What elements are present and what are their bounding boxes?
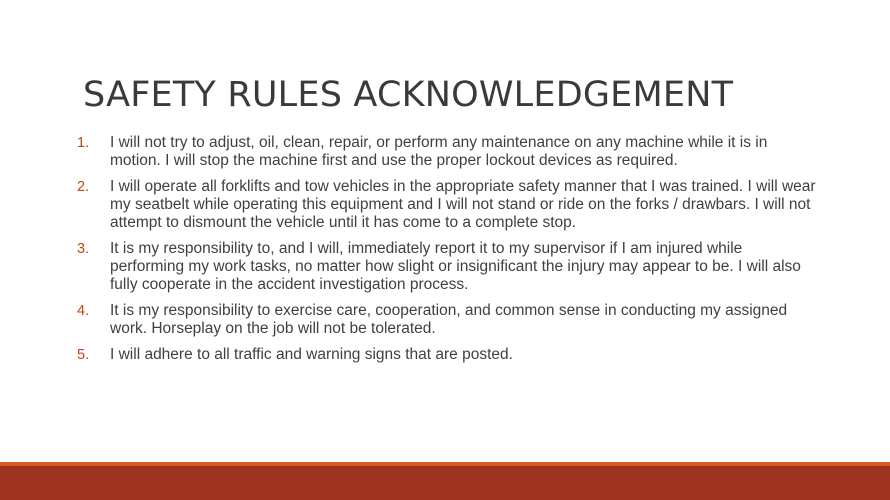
- footer-band: [0, 466, 890, 500]
- rule-number: 2.: [77, 179, 90, 195]
- rule-text: I will not try to adjust, oil, clean, repair, or perform any maintenance on any machine while it is in motion. I will stop the machine first and use the proper lockout devices as required.: [110, 134, 768, 169]
- rule-number: 5.: [77, 347, 90, 363]
- rule-number: 4.: [77, 303, 90, 319]
- rule-text: It is my responsibility to, and I will, immediately report it to my supervisor if I am injured while performing my work tasks, no matter how slight or insignificant the injury may appear to be. I will also fully cooperate in the accident investigation process.: [110, 240, 801, 293]
- rule-item-3: [77, 240, 817, 294]
- rule-item-5: [77, 346, 817, 364]
- rule-number: 1.: [77, 135, 90, 151]
- rule-text: I will operate all forklifts and tow vehicles in the appropriate safety manner that I was trained. I will wear my seatbelt while operating this equipment and I will not stand or ride on the forks / drawbars. I will not attempt to dismount the vehicle until it has come to a complete stop.: [110, 178, 816, 231]
- rule-text: I will adhere to all traffic and warning signs that are posted.: [110, 346, 513, 363]
- rule-item-4: [77, 302, 817, 338]
- rule-item-2: [77, 178, 817, 232]
- rule-number: 3.: [77, 241, 90, 257]
- rule-text: It is my responsibility to exercise care, cooperation, and common sense in conducting my assigned work. Horseplay on the job will not be tolerated.: [110, 302, 788, 337]
- slide-title: SAFETY RULES ACKNOWLEDGEMENT: [83, 75, 734, 115]
- rule-item-1: [77, 134, 817, 170]
- rules-list: [77, 134, 817, 372]
